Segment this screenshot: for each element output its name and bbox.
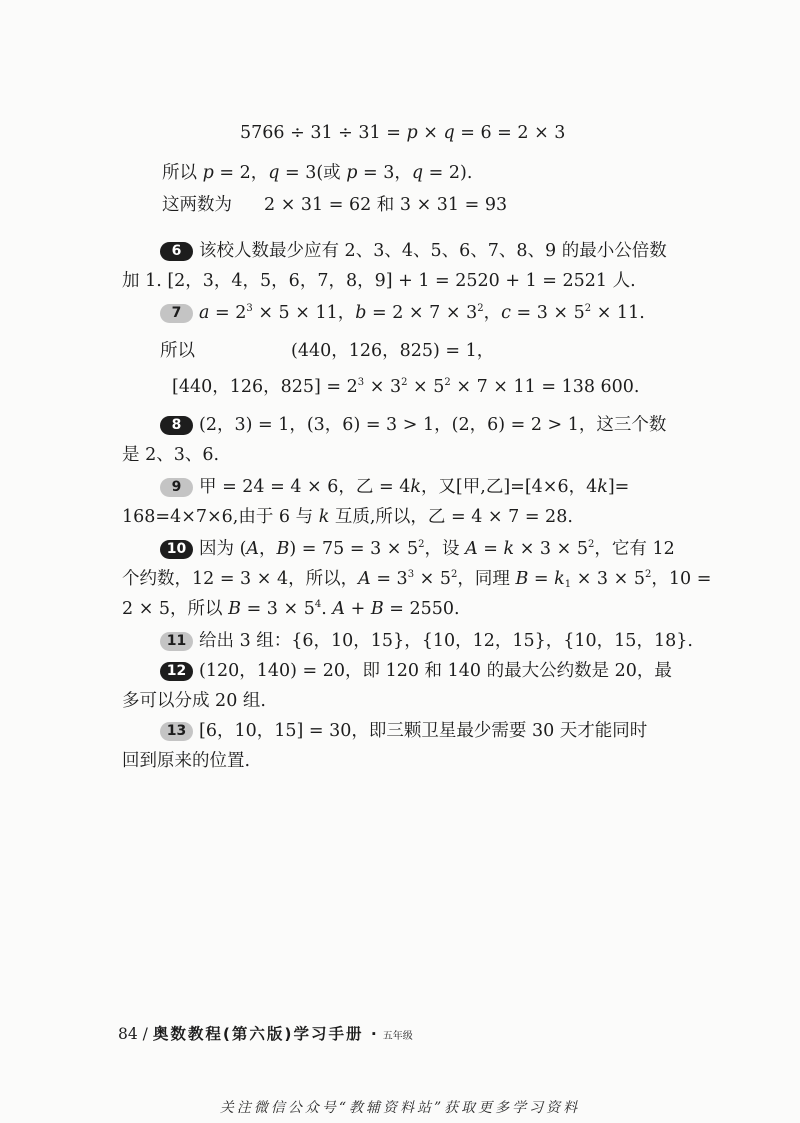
var-q: q: [443, 123, 455, 143]
answer-12: [122, 656, 687, 716]
text: = 2550.: [383, 599, 460, 619]
var-p: p: [346, 163, 358, 183]
exponent: 2: [584, 303, 592, 314]
var-k: k: [503, 539, 515, 559]
label: 所以: [160, 341, 195, 361]
exponent: 2: [444, 377, 451, 388]
var-A: A: [358, 569, 371, 589]
subscript: 1: [564, 579, 572, 590]
answer-line: [122, 440, 687, 470]
exponent: 2: [418, 539, 425, 550]
answer-line: [122, 502, 687, 532]
text: = 3，: [357, 163, 412, 183]
question-number-badge: 7: [160, 304, 193, 323]
text: 甲 = 24 = 4 × 6，乙 = 4: [199, 477, 411, 497]
text: × 3 × 5: [514, 539, 588, 559]
exponent: 2: [477, 303, 484, 314]
text: = 3 × 5: [510, 303, 585, 323]
text: × 3: [364, 377, 402, 397]
exponent: 3: [407, 569, 415, 580]
var-A: A: [465, 539, 478, 559]
exponent: 3: [357, 377, 365, 388]
value: 2 × 31 = 62 和 3 × 31 = 93: [264, 195, 508, 215]
question-number-badge: 12: [160, 662, 193, 681]
question-number-badge: 13: [160, 722, 193, 741]
answer-line: [122, 686, 687, 716]
var-k: k: [554, 569, 565, 589]
text: [440，126，825] = 2: [172, 377, 358, 397]
text: × 5: [407, 377, 445, 397]
equation-line: [240, 118, 565, 148]
var-b: b: [355, 303, 367, 323]
text: = 2 × 7 × 3: [366, 303, 478, 323]
question-number-badge: 11: [160, 632, 193, 651]
text: 168=4×7×6,由于 6 与: [122, 507, 319, 527]
text: 所以: [162, 163, 203, 183]
exponent: 3: [246, 303, 253, 314]
answer-line: [122, 594, 687, 624]
text: = 3: [370, 569, 408, 589]
var-q: q: [411, 163, 424, 183]
answer-11: [160, 626, 693, 656]
answer-text: 多可以分成 20 组.: [122, 691, 266, 711]
exponent: 2: [644, 569, 652, 580]
var-k: k: [597, 477, 608, 497]
text: × 5: [414, 569, 452, 589]
answer-text: 给出 3 组：{6，10，15}，{10，12，15}，{10，15，18}.: [199, 631, 693, 651]
text: ) = 75 = 3 × 5: [289, 539, 419, 559]
var-p: p: [202, 163, 214, 183]
question-number-badge: 8: [160, 416, 193, 435]
page-footer: [118, 1022, 413, 1044]
exponent: 2: [588, 539, 595, 550]
answer-line: [122, 410, 687, 440]
var-c: c: [501, 303, 511, 323]
answer-7: [160, 298, 645, 328]
answer-13: [122, 716, 687, 776]
answer-8: [122, 410, 687, 470]
exponent: 2: [401, 377, 408, 388]
text: 因为 (: [199, 539, 247, 559]
var-B: B: [228, 599, 241, 619]
gcd-equation: (440，126，825) = 1，: [291, 341, 495, 361]
var-a: a: [199, 303, 210, 323]
equation-text: = 6 = 2 × 3: [454, 123, 566, 143]
answer-text: 加 1. [2，3，4，5，6，7，8，9] + 1 = 2520 + 1 = 2521 人.: [122, 271, 636, 291]
var-B: B: [370, 599, 384, 619]
answer-text: 该校人数最少应有 2、3、4、5、6、7、8、9 的最小公倍数: [199, 241, 667, 261]
answer-10: [122, 534, 712, 624]
answer-text: 回到原来的位置.: [122, 751, 251, 771]
text: .: [321, 599, 333, 619]
var-B: B: [515, 569, 529, 589]
answer-text: 是 2、3、6.: [122, 445, 220, 465]
answer-line: [122, 534, 687, 564]
page-number: 84 /: [118, 1025, 153, 1043]
text: = 2，: [213, 163, 269, 183]
question-number-badge: 10: [160, 540, 193, 559]
text: ，设: [424, 539, 466, 559]
text: =: [528, 569, 555, 589]
text: ，它有 12: [594, 539, 675, 559]
exponent: 4: [314, 599, 322, 610]
exponent: 2: [451, 569, 458, 580]
text: 个约数，12 = 3 × 4，所以，: [122, 569, 359, 589]
text: × 7 × 11 = 138 600.: [450, 377, 640, 397]
answer-text: (120，140) = 20，即 120 和 140 的最大公约数是 20，最: [199, 661, 672, 681]
question-number-badge: 9: [160, 478, 193, 497]
text: ，: [259, 539, 277, 559]
answer-line: [122, 472, 687, 502]
text: =: [477, 539, 504, 559]
watermark-text: 关注微信公众号“教辅资料站”获取更多学习资料: [219, 1100, 581, 1116]
grade-label: 五年级: [382, 1031, 413, 1042]
text: = 3 × 5: [241, 599, 315, 619]
answer-9: [122, 472, 687, 532]
text: ，同理: [457, 569, 516, 589]
text: = 3(或: [279, 163, 347, 183]
text: ，又[甲,乙]=[4×6，4: [420, 477, 598, 497]
answer-line: [122, 716, 687, 746]
text: ，10 =: [651, 569, 712, 589]
answer-line: [122, 746, 687, 776]
text: = 2: [209, 303, 247, 323]
text: = 2).: [423, 163, 473, 183]
book-title: 奥数教程(第六版)学习手册 ·: [152, 1025, 379, 1043]
var-A: A: [332, 599, 346, 619]
text: ]=: [607, 477, 630, 497]
text: 互质,所以，乙 = 4 × 7 = 28.: [329, 507, 573, 527]
text: × 11.: [591, 303, 645, 323]
text: × 3 × 5: [571, 569, 645, 589]
question-number-badge: 6: [160, 242, 193, 261]
so-line-2: [160, 336, 494, 366]
answer-line: [122, 236, 687, 266]
so-line-1: [162, 158, 472, 188]
var-k: k: [410, 477, 421, 497]
equation-text: 5766 ÷ 31 ÷ 31 =: [240, 123, 407, 143]
label: 这两数为: [162, 195, 232, 215]
answer-text: (2，3) = 1，(3，6) = 3 > 1，(2，6) = 2 > 1，这三个数: [199, 415, 667, 435]
answer-line: [122, 656, 687, 686]
answer-line: [122, 266, 687, 296]
text: × 5 × 11，: [252, 303, 356, 323]
var-B: B: [276, 539, 290, 559]
equation-text: ×: [417, 123, 444, 143]
text: +: [345, 599, 371, 619]
var-q: q: [268, 163, 280, 183]
var-k: k: [318, 507, 330, 527]
text: 2 × 5，所以: [122, 599, 229, 619]
lcm-line: [172, 372, 640, 402]
var-p: p: [406, 123, 418, 143]
var-A: A: [246, 539, 260, 559]
text: ，: [483, 303, 502, 323]
answer-line: [122, 564, 712, 594]
answer-6: [122, 236, 687, 296]
two-numbers-line: [162, 190, 507, 220]
answer-text: [6，10，15] = 30，即三颗卫星最少需要 30 天才能同时: [199, 721, 648, 741]
